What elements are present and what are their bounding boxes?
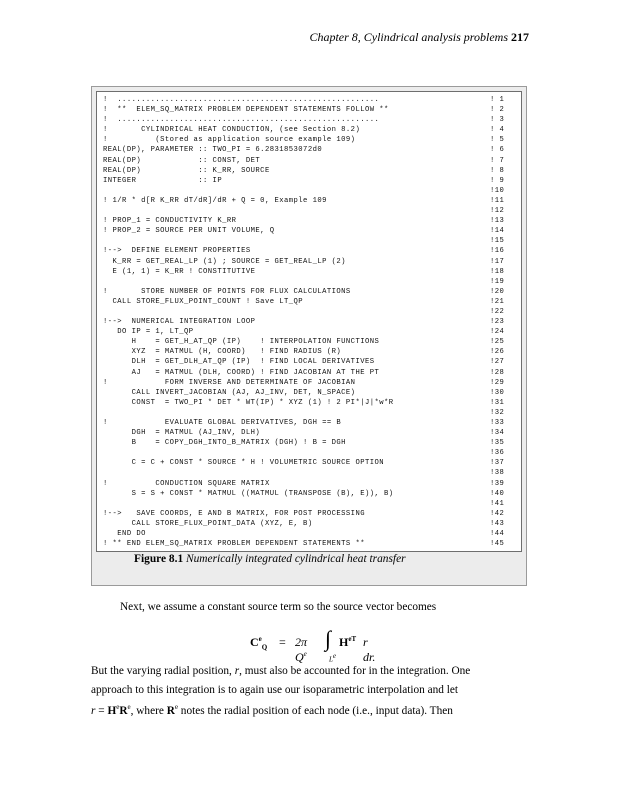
caption-label: Figure 8.1 — [134, 553, 184, 565]
code-line-text: DO IP = 1, LT_QP — [103, 328, 194, 337]
code-line-text: DGH = MATMUL (AJ_INV, DLH) — [103, 429, 261, 438]
code-line-number: !30 — [490, 388, 505, 397]
code-line-text: INTEGER :: IP — [103, 176, 223, 185]
code-line-text: CONST = TWO_PI * DET * WT(IP) * XYZ (1) ! 2 PI*|J|*w*R — [103, 398, 394, 407]
code-line — [103, 145, 516, 155]
code-line-text: K_RR = GET_REAL_LP (1) ; SOURCE = GET_REAL_LP (2) — [103, 257, 346, 266]
caption-text: Numerically integrated cylindrical heat transfer — [186, 553, 406, 565]
code-line — [103, 216, 516, 226]
code-line-text: CALL STORE_FLUX_POINT_COUNT ! Save LT_QP — [103, 297, 304, 306]
code-line-number: !21 — [490, 297, 505, 306]
code-listing — [96, 91, 522, 552]
p4-R2: R — [166, 704, 175, 717]
code-line-number: ! 5 — [490, 136, 505, 145]
code-line-text: ! ** ELEM_SQ_MATRIX PROBLEM DEPENDENT STATEMENTS FOLLOW ** — [103, 106, 389, 115]
eq-h-symbol: H — [339, 635, 349, 649]
code-line — [103, 357, 516, 367]
code-line-number: !15 — [490, 237, 505, 246]
code-line — [103, 277, 516, 287]
p4-R2-sup: e — [174, 703, 178, 711]
code-line — [103, 115, 516, 125]
code-line — [103, 337, 516, 347]
code-line-number: !18 — [490, 267, 505, 276]
code-line — [103, 166, 516, 176]
code-line — [103, 539, 516, 549]
eq-lhs-sup: e — [258, 635, 262, 643]
code-line-number: !36 — [490, 449, 505, 458]
code-line-text: !--> DEFINE ELEMENT PROPERTIES — [103, 247, 251, 256]
code-line — [103, 176, 516, 186]
code-line-number: !24 — [490, 328, 505, 337]
code-line-text: !--> SAVE COORDS, E AND B MATRIX, FOR POST PROCESSING — [103, 509, 365, 518]
code-line-text: END DO — [103, 530, 146, 539]
chapter-title: Chapter 8, Cylindrical analysis problems — [309, 30, 508, 44]
paragraph-intro: Next, we assume a constant source term so the source vector becomes — [120, 601, 437, 613]
code-line — [103, 509, 516, 519]
code-line-number: ! 8 — [490, 166, 505, 175]
code-line — [103, 287, 516, 297]
code-line-number: !37 — [490, 459, 505, 468]
code-line-text: ! PROP_1 = CONDUCTIVITY K_RR — [103, 217, 237, 226]
code-line-number: ! 9 — [490, 176, 505, 185]
code-line — [103, 307, 516, 317]
code-line-text: E (1, 1) = K_RR ! CONSTITUTIVE — [103, 267, 256, 276]
code-line-number: !20 — [490, 287, 505, 296]
code-line-number: !17 — [490, 257, 505, 266]
code-line-text: ! FORM INVERSE AND DETERMINATE OF JACOBIAN — [103, 378, 356, 387]
code-line-text: REAL(DP) :: K_RR, SOURCE — [103, 166, 270, 175]
code-line-number: !14 — [490, 227, 505, 236]
code-line-text: B = COPY_DGH_INTO_B_MATRIX (DGH) ! B = DGH — [103, 439, 346, 448]
code-line — [103, 186, 516, 196]
p4-H: H — [107, 704, 117, 717]
code-line — [103, 529, 516, 539]
code-line-number: !41 — [490, 499, 505, 508]
code-line-text: ! (Stored as application source example 109) — [103, 136, 356, 145]
integral-limit — [329, 652, 336, 663]
code-line — [103, 489, 516, 499]
code-line-text: ! STORE NUMBER OF POINTS FOR FLUX CALCULATIONS — [103, 287, 351, 296]
code-line-number: ! 7 — [490, 156, 505, 165]
p2-text-b: , must also be accounted for in the integration. One — [239, 665, 471, 677]
code-line-number: !38 — [490, 469, 505, 478]
code-line-text: ! EVALUATE GLOBAL DERIVATIVES, DGH == B — [103, 419, 342, 427]
code-line-text: CALL INVERT_JACOBIAN (AJ, AJ_INV, DET, N_SPACE) — [103, 388, 356, 397]
code-line-number: !13 — [490, 217, 505, 226]
code-line-number: ! 1 — [490, 96, 505, 104]
code-line — [103, 378, 516, 388]
code-line — [103, 388, 516, 398]
code-line — [103, 297, 516, 307]
paragraph-line-1 — [91, 665, 470, 677]
eq-limit-text: L — [329, 655, 333, 664]
code-line-text: DLH = GET_DLH_AT_QP (IP) ! FIND LOCAL DERIVATIVES — [103, 358, 375, 367]
code-line-number: !42 — [490, 509, 505, 518]
code-line — [103, 499, 516, 509]
code-line — [103, 428, 516, 438]
code-line-text: S = S + CONST * MATMUL ((MATMUL (TRANSPOSE (B), E)), B) — [103, 489, 394, 498]
code-line-number: ! 6 — [490, 146, 505, 155]
code-line-number: !26 — [490, 348, 505, 357]
code-line-number: !27 — [490, 358, 505, 367]
p2-text-a: But the varying radial position, — [91, 665, 235, 677]
code-line — [103, 267, 516, 277]
page-header — [309, 30, 529, 45]
code-line — [103, 105, 516, 115]
code-line — [103, 347, 516, 357]
code-line-number: !45 — [490, 540, 505, 549]
paragraph-line-3 — [91, 703, 453, 717]
code-line — [103, 408, 516, 418]
eq-limit-sup: e — [332, 652, 337, 660]
code-line — [103, 196, 516, 206]
code-line-number: !19 — [490, 277, 505, 286]
code-line-text: ! 1/R * d[R K_RR dT/dR]/dR + Q = 0, Example 109 — [103, 196, 327, 205]
code-line-text: !--> NUMERICAL INTEGRATION LOOP — [103, 318, 256, 327]
code-line-number: !35 — [490, 439, 505, 448]
p4-end: notes the radial position of each node (i.e., input data). Then — [177, 704, 453, 717]
eq-rest: r dr. — [363, 635, 376, 664]
code-line-text: AJ = MATMUL (DLH, COORD) ! FIND JACOBIAN AT THE PT — [103, 368, 380, 377]
code-line — [103, 448, 516, 458]
code-line — [103, 246, 516, 256]
code-line-number: !44 — [490, 530, 505, 539]
code-line — [103, 398, 516, 408]
code-line — [103, 468, 516, 478]
code-line-number: !34 — [490, 429, 505, 438]
eq-h-sup-t: T — [351, 635, 357, 643]
code-line-text: ! CONDUCTION SQUARE MATRIX — [103, 479, 270, 488]
code-line — [103, 257, 516, 267]
code-line — [103, 368, 516, 378]
page-number: 217 — [511, 30, 529, 44]
code-lines — [103, 95, 516, 549]
code-line — [103, 226, 516, 236]
figure-box — [91, 86, 527, 586]
code-line — [103, 458, 516, 468]
eq-coef — [295, 635, 307, 665]
eq-h-sup — [348, 635, 356, 643]
code-line-number: !22 — [490, 307, 505, 316]
code-line-number: !40 — [490, 489, 505, 498]
code-line-number: !28 — [490, 368, 505, 377]
code-line-text: ! ** END ELEM_SQ_MATRIX PROBLEM DEPENDENT STATEMENTS ** — [103, 540, 365, 549]
code-line-text: ! CYLINDRICAL HEAT CONDUCTION, (see Section 8.2) — [103, 126, 361, 135]
eq-coef-sup: e — [303, 650, 307, 658]
code-line — [103, 479, 516, 489]
code-line-number: !25 — [490, 338, 505, 347]
eq-equals: = — [279, 635, 286, 649]
code-line-number: !33 — [490, 419, 505, 427]
code-line-number: !23 — [490, 318, 505, 327]
code-line-number: !32 — [490, 408, 505, 417]
code-line-text: C = C + CONST * SOURCE * H ! VOLUMETRIC SOURCE OPTION — [103, 459, 385, 468]
code-line-number: !31 — [490, 398, 505, 407]
eq-h-sup-e: e — [348, 635, 352, 643]
code-line-text: ! ....................................................... — [103, 96, 380, 104]
code-line-number: !43 — [490, 519, 505, 528]
figure-caption — [134, 553, 406, 565]
eq-lhs-sub: Q — [261, 643, 268, 652]
code-line-number: ! 3 — [490, 116, 505, 125]
code-line — [103, 206, 516, 216]
code-line-text: REAL(DP), PARAMETER :: TWO_PI = 6.2831853072d0 — [103, 146, 323, 155]
code-line-text: REAL(DP) :: CONST, DET — [103, 156, 261, 165]
code-line-number: !11 — [490, 196, 505, 205]
code-line-number: !29 — [490, 378, 505, 387]
p4-H-sup: e — [116, 703, 120, 711]
code-line — [103, 327, 516, 337]
code-line-number: ! 2 — [490, 106, 505, 115]
p2-var-r: r — [234, 665, 240, 677]
code-line — [103, 236, 516, 246]
code-line-text: CALL STORE_FLUX_POINT_DATA (XYZ, E, B) — [103, 519, 313, 528]
code-line-text: ! PROP_2 = SOURCE PER UNIT VOLUME, Q — [103, 227, 275, 236]
code-line-number: !12 — [490, 207, 505, 216]
code-line-number: !39 — [490, 479, 505, 488]
integral-sign: ∫ — [325, 626, 332, 651]
code-line — [103, 519, 516, 529]
eq-h-matrix — [339, 635, 356, 650]
paragraph-line-2: approach to this integration is to again use our isoparametric interpolation and let — [91, 684, 459, 696]
p4-where: , where — [130, 704, 167, 717]
code-line-text: XYZ = MATMUL (H, COORD) ! FIND RADIUS (R) — [103, 348, 342, 357]
code-line — [103, 125, 516, 135]
eq-coef-text: 2π Q — [295, 635, 308, 664]
code-line — [103, 317, 516, 327]
code-line — [103, 156, 516, 166]
code-line — [103, 438, 516, 448]
p4-R: R — [119, 704, 128, 717]
code-line — [103, 135, 516, 145]
code-line-number: !16 — [490, 247, 505, 256]
p4-equals: = — [95, 704, 108, 717]
code-line-text: ! ....................................................... — [103, 116, 380, 125]
code-line-number: !10 — [490, 186, 505, 195]
p4-R-sup: e — [127, 703, 131, 711]
code-line-text: H = GET_H_AT_QP (IP) ! INTERPOLATION FUNCTIONS — [103, 338, 380, 347]
code-line-number: ! 4 — [490, 126, 505, 135]
code-line — [103, 418, 516, 428]
eq-lhs-symbol: C — [250, 635, 259, 649]
eq-lhs — [250, 635, 267, 651]
p4-var-r: r — [91, 704, 96, 717]
code-line — [103, 95, 516, 105]
